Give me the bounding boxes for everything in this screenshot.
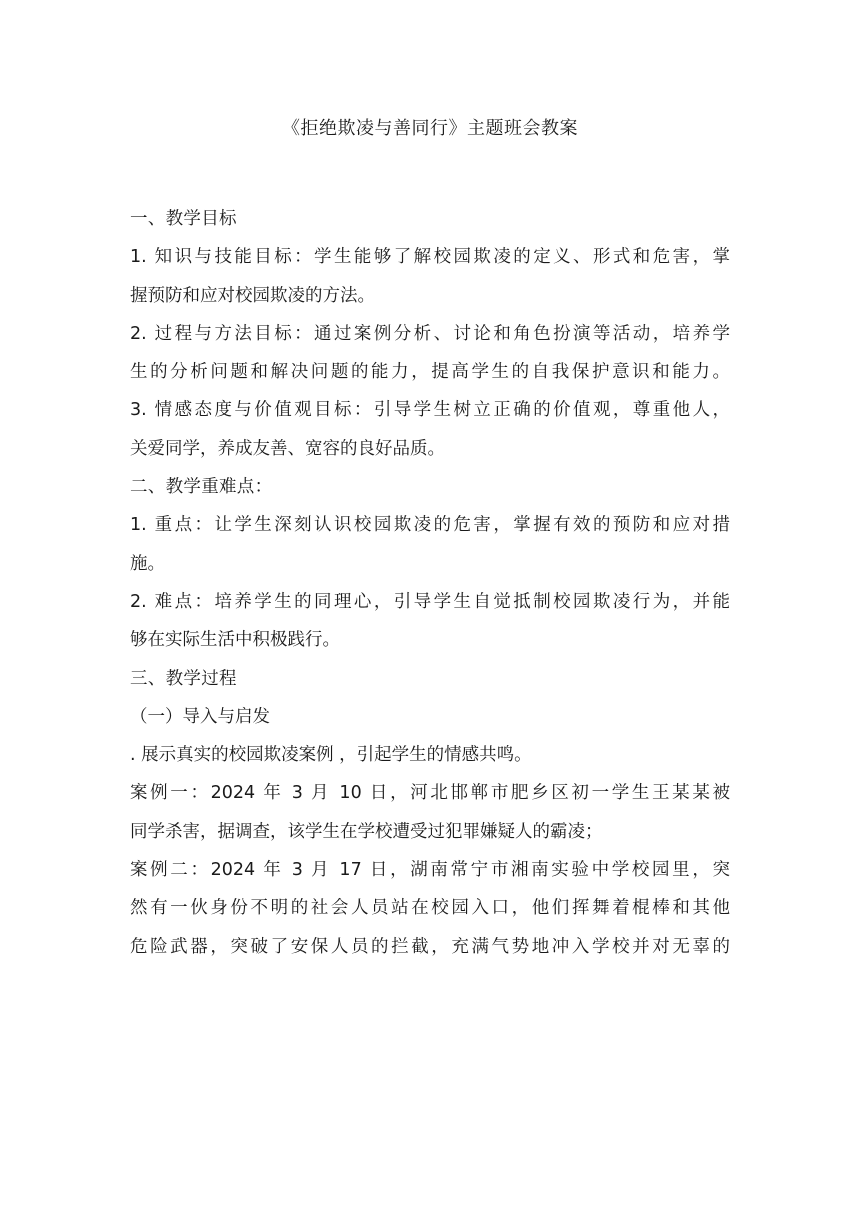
text-line: 2. 过程与方法目标：通过案例分析、讨论和角色扮演等活动，培养学 xyxy=(130,323,730,344)
text-line: 握预防和应对校园欺凌的方法。 xyxy=(130,285,375,306)
text-line: 案例一：2024 年 3 月 10 日，河北邯郸市肥乡区初一学生王某某被 xyxy=(130,783,730,804)
text-line: 生的分析问题和解决问题的能力，提高学生的自我保护意识和能力。 xyxy=(130,362,730,383)
text-line: 1. 重点：让学生深刻认识校园欺凌的危害，掌握有效的预防和应对措 xyxy=(130,515,730,536)
document-title: 《拒绝欺凌与善同行》主题班会教案 xyxy=(282,118,578,139)
text-line: 3. 情感态度与价值观目标：引导学生树立正确的价值观，尊重他人， xyxy=(130,400,730,421)
text-line: 2. 难点：培养学生的同理心，引导学生自觉抵制校园欺凌行为，并能 xyxy=(130,591,730,612)
section-heading: 三、教学过程 xyxy=(130,668,237,689)
text-line: （一）导入与启发 xyxy=(130,706,270,727)
section-heading: 一、教学目标 xyxy=(130,209,237,229)
document-body xyxy=(130,200,730,966)
text-line: 够在实际生活中积极践行。 xyxy=(130,630,340,651)
text-line: 同学杀害，据调查，该学生在学校遭受过犯罪嫌疑人的霸凌； xyxy=(130,821,603,842)
text-line: 然有一伙身份不明的社会人员站在校园入口，他们挥舞着棍棒和其他 xyxy=(130,898,730,919)
text-line: 1. 知识与技能目标：学生能够了解校园欺凌的定义、形式和危害，掌 xyxy=(130,247,730,268)
text-line: 施。 xyxy=(130,553,165,574)
text-line: 关爱同学，养成友善、宽容的良好品质。 xyxy=(130,438,445,459)
text-line: 案例二：2024 年 3 月 17 日，湖南常宁市湘南实验中学校园里，突 xyxy=(130,860,730,881)
text-line: 危险武器，突破了安保人员的拦截，充满气势地冲入学校并对无辜的 xyxy=(130,936,730,957)
section-heading: 二、教学重难点： xyxy=(130,477,273,498)
text-line: . 展示真实的校园欺凌案例 ，引起学生的情感共鸣。 xyxy=(130,745,532,766)
